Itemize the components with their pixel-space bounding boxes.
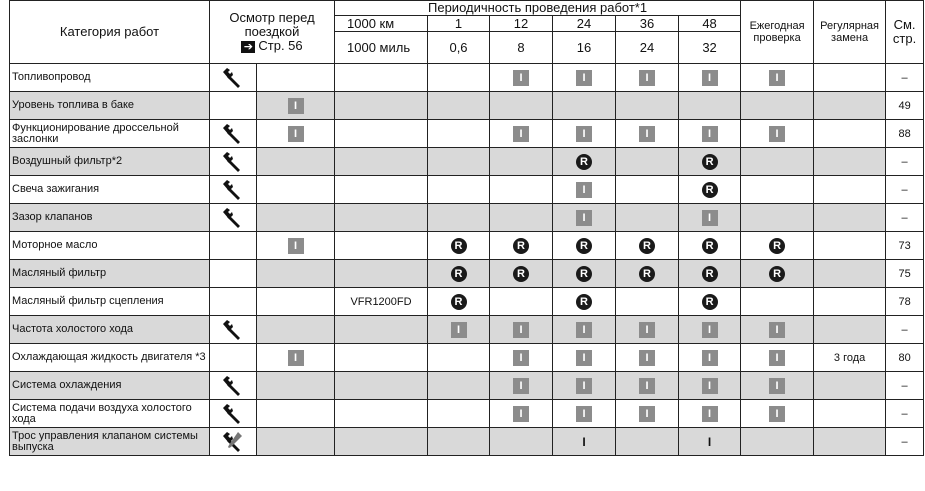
inspect-mark: I (639, 350, 655, 366)
header-km-value: 48 (679, 16, 741, 32)
replace-mark: R (702, 266, 718, 282)
inspect-mark-thin: I (707, 434, 712, 449)
inspect-mark: I (513, 322, 529, 338)
interval-cell (490, 64, 553, 92)
regular-cell (814, 428, 886, 456)
header-see-page: См. стр. (886, 1, 924, 64)
note-cell (335, 428, 428, 456)
interval-cell (490, 260, 553, 288)
inspect-mark: I (576, 406, 592, 422)
interval-cell (616, 148, 679, 176)
note-cell (335, 372, 428, 400)
row-category: Трос управления клапаном системы выпуска (10, 428, 210, 456)
interval-cell (428, 176, 490, 204)
pretrip-cell (257, 344, 335, 372)
interval-cell (616, 400, 679, 428)
table-row (10, 232, 924, 260)
interval-cell (490, 344, 553, 372)
interval-cell (490, 428, 553, 456)
interval-cell (553, 120, 616, 148)
interval-cell (428, 148, 490, 176)
regular-cell (814, 232, 886, 260)
interval-cell (490, 316, 553, 344)
table-row (10, 120, 924, 148)
header-mi-value: 24 (616, 32, 679, 64)
pretrip-cell (257, 260, 335, 288)
inspect-mark: I (769, 350, 785, 366)
inspect-mark: I (639, 126, 655, 142)
tool-cell (210, 372, 257, 400)
note-cell (335, 120, 428, 148)
interval-cell (553, 204, 616, 232)
inspect-mark: I (288, 350, 304, 366)
row-category: Топливопровод (10, 64, 210, 92)
interval-cell (616, 92, 679, 120)
inspect-mark: I (639, 378, 655, 394)
inspect-mark: I (769, 406, 785, 422)
annual-cell (741, 372, 814, 400)
interval-cell (616, 428, 679, 456)
pretrip-cell (257, 64, 335, 92)
tool-cell (210, 260, 257, 288)
interval-cell (428, 372, 490, 400)
wrench-icon (210, 375, 256, 397)
note-cell (335, 92, 428, 120)
table-row (10, 64, 924, 92)
inspect-mark: I (288, 238, 304, 254)
header-pretrip (210, 1, 335, 64)
inspect-mark: I (702, 406, 718, 422)
interval-cell (616, 120, 679, 148)
tool-cell (210, 400, 257, 428)
table-row (10, 372, 924, 400)
pretrip-ref-text: Стр. 56 (258, 38, 303, 53)
wrench-icon (210, 67, 256, 89)
inspect-mark: I (576, 182, 592, 198)
row-category: Уровень топлива в баке (10, 92, 210, 120)
page-cell: – (886, 400, 924, 428)
replace-mark: R (513, 238, 529, 254)
interval-cell (679, 120, 741, 148)
page-cell: 78 (886, 288, 924, 316)
inspect-mark: I (702, 322, 718, 338)
interval-cell (616, 204, 679, 232)
annual-cell (741, 288, 814, 316)
wrench-screwdriver-icon (210, 431, 256, 453)
replace-mark: R (639, 266, 655, 282)
annual-cell (741, 64, 814, 92)
interval-cell (428, 92, 490, 120)
regular-cell (814, 148, 886, 176)
header-mi-label: 1000 миль (335, 32, 428, 64)
header-mi-value: 32 (679, 32, 741, 64)
replace-mark: R (451, 238, 467, 254)
note-cell (335, 344, 428, 372)
pretrip-cell (257, 148, 335, 176)
row-category: Система подачи воздуха холостого хода (10, 400, 210, 428)
interval-cell (490, 148, 553, 176)
inspect-mark: I (639, 322, 655, 338)
table-row (10, 148, 924, 176)
inspect-mark: I (576, 378, 592, 394)
row-category: Масляный фильтр (10, 260, 210, 288)
replace-mark: R (702, 238, 718, 254)
inspect-mark: I (576, 322, 592, 338)
row-category: Моторное масло (10, 232, 210, 260)
interval-cell (679, 428, 741, 456)
interval-cell (553, 232, 616, 260)
inspect-mark: I (513, 406, 529, 422)
interval-cell (679, 344, 741, 372)
header-mi-value: 0,6 (428, 32, 490, 64)
regular-cell (814, 120, 886, 148)
pretrip-cell (257, 120, 335, 148)
interval-cell (553, 176, 616, 204)
pretrip-cell (257, 288, 335, 316)
interval-cell (679, 92, 741, 120)
inspect-mark: I (513, 378, 529, 394)
header-mi-value: 16 (553, 32, 616, 64)
regular-cell (814, 260, 886, 288)
interval-cell (553, 372, 616, 400)
note-cell: VFR1200FD (335, 288, 428, 316)
table-row (10, 428, 924, 456)
row-category: Зазор клапанов (10, 204, 210, 232)
interval-cell (490, 232, 553, 260)
annual-cell (741, 176, 814, 204)
interval-cell (616, 232, 679, 260)
replace-mark: R (769, 238, 785, 254)
interval-cell (553, 400, 616, 428)
interval-cell (490, 92, 553, 120)
interval-cell (679, 232, 741, 260)
interval-cell (679, 176, 741, 204)
interval-cell (679, 260, 741, 288)
replace-mark: R (639, 238, 655, 254)
interval-cell (616, 176, 679, 204)
tool-cell (210, 92, 257, 120)
tool-cell (210, 120, 257, 148)
interval-cell (679, 372, 741, 400)
interval-cell (553, 92, 616, 120)
row-category: Масляный фильтр сцепления (10, 288, 210, 316)
replace-mark: R (513, 266, 529, 282)
maintenance-schedule-table (9, 0, 924, 456)
tool-cell (210, 64, 257, 92)
page-cell: – (886, 176, 924, 204)
header-pretrip-line1: Осмотр перед (229, 10, 315, 25)
interval-cell (553, 288, 616, 316)
annual-cell (741, 92, 814, 120)
interval-cell (428, 232, 490, 260)
note-cell (335, 316, 428, 344)
interval-cell (616, 64, 679, 92)
inspect-mark: I (769, 378, 785, 394)
inspect-mark: I (639, 70, 655, 86)
table-row (10, 400, 924, 428)
regular-cell (814, 204, 886, 232)
wrench-icon (210, 123, 256, 145)
inspect-mark: I (576, 126, 592, 142)
inspect-mark: I (513, 70, 529, 86)
inspect-mark: I (702, 350, 718, 366)
inspect-mark: I (702, 378, 718, 394)
interval-cell (553, 344, 616, 372)
pretrip-cell (257, 316, 335, 344)
inspect-mark: I (702, 210, 718, 226)
inspect-mark: I (702, 126, 718, 142)
inspect-mark: I (451, 322, 467, 338)
note-cell (335, 400, 428, 428)
replace-mark: R (576, 238, 592, 254)
interval-cell (616, 260, 679, 288)
inspect-mark: I (288, 126, 304, 142)
annual-cell (741, 344, 814, 372)
interval-cell (679, 288, 741, 316)
pretrip-cell (257, 428, 335, 456)
annual-cell (741, 260, 814, 288)
interval-cell (490, 372, 553, 400)
table-row (10, 176, 924, 204)
replace-mark: R (702, 294, 718, 310)
interval-cell (428, 64, 490, 92)
tool-cell (210, 344, 257, 372)
row-category: Частота холостого хода (10, 316, 210, 344)
interval-cell (490, 176, 553, 204)
inspect-mark: I (639, 406, 655, 422)
note-cell (335, 260, 428, 288)
interval-cell (679, 148, 741, 176)
inspect-mark: I (513, 350, 529, 366)
page-cell: 75 (886, 260, 924, 288)
header-annual: Ежегодная проверка (741, 1, 814, 64)
interval-cell (490, 288, 553, 316)
regular-cell (814, 400, 886, 428)
header-periodicity: Периодичность проведения работ*1 (335, 1, 741, 16)
interval-cell (553, 148, 616, 176)
tool-cell (210, 288, 257, 316)
pretrip-cell (257, 176, 335, 204)
table-row (10, 260, 924, 288)
wrench-icon (210, 207, 256, 229)
annual-cell (741, 428, 814, 456)
inspect-mark: I (769, 70, 785, 86)
annual-cell (741, 204, 814, 232)
header-km-value: 12 (490, 16, 553, 32)
interval-cell (679, 316, 741, 344)
pretrip-cell (257, 232, 335, 260)
row-category: Воздушный фильтр*2 (10, 148, 210, 176)
interval-cell (679, 204, 741, 232)
pretrip-cell (257, 372, 335, 400)
inspect-mark: I (576, 210, 592, 226)
replace-mark: R (769, 266, 785, 282)
header-km-value: 36 (616, 16, 679, 32)
interval-cell (679, 400, 741, 428)
regular-cell (814, 372, 886, 400)
inspect-mark: I (769, 126, 785, 142)
pretrip-cell (257, 204, 335, 232)
interval-cell (679, 64, 741, 92)
interval-cell (490, 204, 553, 232)
page-cell: 49 (886, 92, 924, 120)
page-cell: 80 (886, 344, 924, 372)
interval-cell (490, 400, 553, 428)
wrench-icon (210, 403, 256, 425)
row-category: Охлаждающая жидкость двигателя *3 (10, 344, 210, 372)
interval-cell (553, 64, 616, 92)
interval-cell (428, 260, 490, 288)
page-cell: 73 (886, 232, 924, 260)
interval-cell (616, 288, 679, 316)
wrench-icon (210, 179, 256, 201)
replace-mark: R (451, 266, 467, 282)
row-category: Свеча зажигания (10, 176, 210, 204)
note-cell (335, 176, 428, 204)
replace-mark: R (576, 294, 592, 310)
regular-cell: 3 года (814, 344, 886, 372)
replace-mark: R (702, 154, 718, 170)
page-cell: – (886, 316, 924, 344)
interval-cell (428, 316, 490, 344)
interval-cell (616, 344, 679, 372)
inspect-mark: I (288, 98, 304, 114)
header-category: Категория работ (10, 1, 210, 64)
inspect-mark: I (576, 350, 592, 366)
header-km-value: 24 (553, 16, 616, 32)
header-km-value: 1 (428, 16, 490, 32)
tool-cell (210, 148, 257, 176)
row-category: Функционирование дроссельной заслонки (10, 120, 210, 148)
tool-cell (210, 176, 257, 204)
annual-cell (741, 232, 814, 260)
annual-cell (741, 120, 814, 148)
schedule-rows (10, 64, 924, 456)
tool-cell (210, 428, 257, 456)
interval-cell (616, 316, 679, 344)
regular-cell (814, 64, 886, 92)
interval-cell (428, 204, 490, 232)
table-row (10, 344, 924, 372)
replace-mark: R (451, 294, 467, 310)
note-cell (335, 232, 428, 260)
table-row (10, 288, 924, 316)
interval-cell (428, 428, 490, 456)
inspect-mark: I (513, 126, 529, 142)
wrench-icon (210, 151, 256, 173)
row-category: Система охлаждения (10, 372, 210, 400)
table-row (10, 92, 924, 120)
pretrip-cell (257, 400, 335, 428)
header-pretrip-line2: поездкой (244, 24, 300, 39)
page-cell: 88 (886, 120, 924, 148)
interval-cell (428, 120, 490, 148)
tool-cell (210, 232, 257, 260)
replace-mark: R (576, 154, 592, 170)
page-cell: – (886, 148, 924, 176)
page-cell: – (886, 204, 924, 232)
replace-mark: R (702, 182, 718, 198)
interval-cell (616, 372, 679, 400)
interval-cell (553, 260, 616, 288)
header-pretrip-ref (210, 39, 334, 53)
header-km-label: 1000 км (335, 16, 428, 32)
note-cell (335, 204, 428, 232)
page-cell: – (886, 64, 924, 92)
arrow-right-icon: ➔ (241, 41, 255, 53)
inspect-mark: I (769, 322, 785, 338)
regular-cell (814, 92, 886, 120)
note-cell (335, 148, 428, 176)
table-row (10, 316, 924, 344)
pretrip-cell (257, 92, 335, 120)
note-cell (335, 64, 428, 92)
wrench-icon (210, 319, 256, 341)
header-mi-value: 8 (490, 32, 553, 64)
interval-cell (553, 316, 616, 344)
table-row (10, 204, 924, 232)
regular-cell (814, 288, 886, 316)
page-cell: – (886, 428, 924, 456)
interval-cell (428, 288, 490, 316)
interval-cell (428, 344, 490, 372)
inspect-mark: I (576, 70, 592, 86)
annual-cell (741, 148, 814, 176)
page-cell: – (886, 372, 924, 400)
tool-cell (210, 204, 257, 232)
header-regular: Регулярная замена (814, 1, 886, 64)
inspect-mark: I (702, 70, 718, 86)
annual-cell (741, 316, 814, 344)
annual-cell (741, 400, 814, 428)
regular-cell (814, 176, 886, 204)
tool-cell (210, 316, 257, 344)
interval-cell (553, 428, 616, 456)
regular-cell (814, 316, 886, 344)
interval-cell (428, 400, 490, 428)
inspect-mark-thin: I (582, 434, 586, 449)
replace-mark: R (576, 266, 592, 282)
interval-cell (490, 120, 553, 148)
